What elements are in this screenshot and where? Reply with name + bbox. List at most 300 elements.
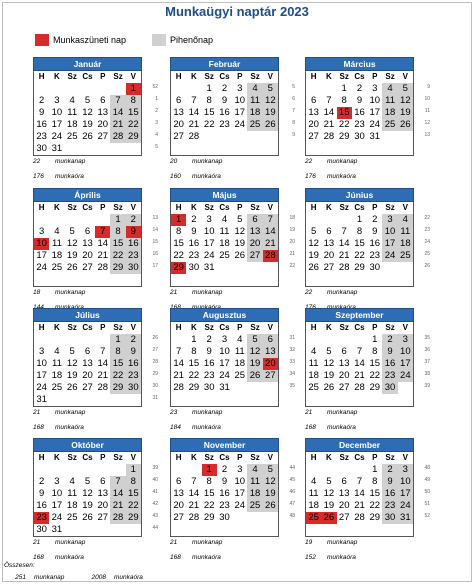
day-cell xyxy=(232,274,247,286)
day-cell: 7 xyxy=(175,346,182,357)
day-cell: 31 xyxy=(398,512,413,524)
day-cell: 17 xyxy=(369,107,381,118)
weekday-label: Sz xyxy=(385,72,395,81)
day-cell: 30 xyxy=(382,512,397,524)
hours-line xyxy=(305,550,357,565)
day-cell: 25 xyxy=(66,512,78,523)
week-row xyxy=(171,464,278,476)
weekday-label: Sz xyxy=(339,453,349,462)
day-cell: 2 xyxy=(38,95,45,106)
month-stats xyxy=(170,154,222,184)
hours-count: 168 xyxy=(33,424,44,431)
workdays-unit: munkanap xyxy=(55,409,86,416)
month-4 xyxy=(33,188,142,287)
day-cell: 13 xyxy=(263,346,278,358)
week-row xyxy=(34,488,141,500)
day-cell: 26 xyxy=(247,370,262,382)
week-number: 17 xyxy=(152,263,158,269)
day-cell xyxy=(171,464,186,476)
day-cell: 18 xyxy=(398,238,413,250)
day-cell: 25 xyxy=(398,250,413,262)
weekday-label: H xyxy=(310,72,317,81)
weekday-label: P xyxy=(100,323,106,332)
week-row xyxy=(171,238,278,250)
day-cell: 16 xyxy=(354,107,365,118)
month-name: Január xyxy=(33,57,142,71)
month-name: November xyxy=(170,438,279,452)
day-cell xyxy=(95,143,110,155)
weekday-label: P xyxy=(372,323,378,332)
weekday-label: P xyxy=(237,72,243,81)
day-cell: 28 xyxy=(263,250,278,262)
week-row xyxy=(34,262,141,274)
weekday-header xyxy=(34,452,141,464)
day-cell: 3 xyxy=(38,226,45,237)
day-cell: 3 xyxy=(372,83,378,94)
month-grid xyxy=(170,322,279,407)
day-cell: 1 xyxy=(126,464,141,476)
week-row xyxy=(171,382,278,394)
day-cell xyxy=(247,512,262,524)
day-cell: 20 xyxy=(263,358,278,370)
week-number: 51 xyxy=(424,501,430,507)
day-cell: 10 xyxy=(234,95,246,106)
hours-line xyxy=(170,420,222,435)
weekday-label: H xyxy=(38,453,45,462)
hours-count: 168 xyxy=(305,424,316,431)
day-cell: 9 xyxy=(221,95,228,106)
day-cell: 20 xyxy=(308,119,319,130)
day-cell: 6 xyxy=(341,346,347,357)
weekday-label: Cs xyxy=(219,453,230,462)
week-numbers xyxy=(416,332,430,392)
day-cell: 24 xyxy=(36,382,47,393)
holiday-swatch xyxy=(35,34,49,46)
day-cell: 8 xyxy=(110,346,125,358)
day-cell: 17 xyxy=(36,250,47,261)
day-cell: 24 xyxy=(234,119,246,130)
week-row xyxy=(34,214,141,226)
day-cell: 30 xyxy=(382,382,397,394)
weekday-label: H xyxy=(310,203,317,212)
weekday-label: V xyxy=(267,203,273,212)
weekday-label: V xyxy=(267,72,273,81)
day-cell: 1 xyxy=(372,464,378,475)
day-cell: 29 xyxy=(110,262,125,274)
day-cell: 1 xyxy=(341,83,347,94)
week-row xyxy=(306,476,413,488)
day-cell: 14 xyxy=(338,238,350,249)
weekday-label: V xyxy=(130,453,136,462)
week-number: 3 xyxy=(155,120,158,126)
day-cell: 11 xyxy=(67,107,78,118)
day-cell: 16 xyxy=(382,358,397,370)
day-cell: 31 xyxy=(36,394,47,405)
day-cell: 18 xyxy=(66,119,78,130)
day-cell: 17 xyxy=(398,488,413,500)
week-number: 42 xyxy=(152,501,158,507)
weekday-label: V xyxy=(130,72,136,81)
day-cell: 17 xyxy=(51,119,63,130)
day-cell xyxy=(232,131,247,143)
weekday-label: P xyxy=(100,203,106,212)
day-cell: 14 xyxy=(110,488,125,500)
week-number: 26 xyxy=(152,335,158,341)
day-cell: 25 xyxy=(51,382,63,393)
day-cell: 26 xyxy=(398,119,413,131)
week-number: 25 xyxy=(424,251,430,257)
day-cell: 12 xyxy=(234,226,246,237)
day-cell: 29 xyxy=(354,262,365,273)
week-row xyxy=(171,214,278,226)
day-cell xyxy=(80,214,95,226)
day-cell xyxy=(263,512,278,524)
day-cell: 4 xyxy=(221,214,228,225)
day-cell xyxy=(49,464,64,476)
week-number: 52 xyxy=(152,84,158,90)
day-cell: 8 xyxy=(356,226,363,237)
day-cell xyxy=(398,262,413,274)
day-cell: 22 xyxy=(354,250,365,261)
day-cell: 15 xyxy=(337,107,352,119)
weekday-label: Sz xyxy=(339,72,349,81)
day-cell: 31 xyxy=(203,262,215,273)
week-row xyxy=(306,488,413,500)
day-cell xyxy=(382,524,397,536)
day-cell: 10 xyxy=(51,488,63,499)
weekday-label: Cs xyxy=(219,72,230,81)
workdays-line xyxy=(170,405,222,420)
day-cell: 28 xyxy=(354,382,365,393)
day-cell: 20 xyxy=(247,238,262,250)
day-cell xyxy=(232,262,247,274)
month-stats xyxy=(170,535,222,565)
week-row xyxy=(171,476,278,488)
week-number: 44 xyxy=(152,525,158,531)
week-number: 18 xyxy=(289,215,295,221)
day-cell xyxy=(110,83,125,95)
day-cell: 14 xyxy=(173,358,184,369)
day-cell: 7 xyxy=(326,95,332,106)
day-cell: 31 xyxy=(219,382,230,393)
day-cell xyxy=(352,334,367,346)
day-cell: 4 xyxy=(398,214,413,226)
day-cell xyxy=(352,464,367,476)
month-name: Július xyxy=(33,308,142,322)
day-cell: 9 xyxy=(372,226,378,237)
month-name: Március xyxy=(305,57,414,71)
week-number: 16 xyxy=(152,251,158,257)
workdays-line xyxy=(170,285,222,300)
week-row xyxy=(171,119,278,131)
week-row xyxy=(306,346,413,358)
day-cell: 8 xyxy=(175,226,182,237)
weekday-label: H xyxy=(175,453,182,462)
day-cell: 15 xyxy=(188,358,200,369)
day-cell xyxy=(306,464,321,476)
day-cell: 31 xyxy=(369,131,381,142)
day-cell: 14 xyxy=(97,358,109,369)
month-grid xyxy=(33,322,142,407)
weekday-label: Sz xyxy=(67,323,77,332)
hours-count: 176 xyxy=(305,173,316,180)
day-cell: 24 xyxy=(382,250,397,262)
week-row xyxy=(306,83,413,95)
workdays-count: 22 xyxy=(305,289,313,296)
day-cell: 16 xyxy=(36,119,47,130)
weekday-label: K xyxy=(191,453,197,462)
day-cell xyxy=(367,524,382,536)
month-name: Augusztus xyxy=(170,308,279,322)
workdays-count: 21 xyxy=(33,539,41,546)
weekday-label: P xyxy=(237,453,243,462)
weekday-header xyxy=(306,71,413,83)
day-cell: 30 xyxy=(36,143,47,154)
day-cell: 4 xyxy=(54,226,60,237)
day-cell xyxy=(321,214,336,226)
weekday-label: Sz xyxy=(250,453,260,462)
week-number: 39 xyxy=(152,465,158,471)
day-cell: 2 xyxy=(372,214,378,225)
day-cell: 26 xyxy=(66,262,78,273)
day-cell: 11 xyxy=(398,226,413,238)
day-cell: 19 xyxy=(323,500,335,511)
month-name: December xyxy=(305,438,414,452)
day-cell: 1 xyxy=(110,214,125,226)
weekday-label: P xyxy=(372,203,378,212)
day-cell xyxy=(263,262,278,274)
week-number: 45 xyxy=(289,477,295,483)
week-number: 43 xyxy=(152,513,158,519)
day-cell: 10 xyxy=(398,476,413,488)
week-number: 36 xyxy=(424,347,430,353)
weekday-label: P xyxy=(100,72,106,81)
day-cell: 23 xyxy=(382,370,397,382)
day-cell: 4 xyxy=(69,476,75,487)
day-cell: 4 xyxy=(382,83,397,95)
day-cell: 15 xyxy=(369,358,381,369)
hours-count: 168 xyxy=(170,554,181,561)
week-number: 52 xyxy=(424,513,430,519)
day-cell: 16 xyxy=(126,238,141,250)
workdays-line xyxy=(170,535,222,550)
workdays-line xyxy=(33,405,85,420)
weekday-label: H xyxy=(38,203,45,212)
day-cell xyxy=(80,83,95,95)
day-cell xyxy=(126,143,141,155)
day-cell xyxy=(49,83,64,95)
workdays-line xyxy=(33,535,85,550)
weekday-label: Sz xyxy=(113,203,123,212)
day-cell: 28 xyxy=(110,131,125,143)
week-row xyxy=(34,131,141,143)
day-cell: 29 xyxy=(126,512,141,524)
weekday-label: V xyxy=(402,72,408,81)
day-cell: 30 xyxy=(188,262,200,273)
day-cell: 7 xyxy=(263,214,278,226)
day-cell: 6 xyxy=(100,476,106,487)
day-cell: 13 xyxy=(338,358,350,369)
day-cell: 2 xyxy=(356,83,363,94)
week-number: 26 xyxy=(424,263,430,269)
day-cell: 7 xyxy=(110,95,125,107)
day-cell xyxy=(367,274,382,286)
week-row xyxy=(306,95,413,107)
day-cell: 28 xyxy=(338,262,350,273)
week-numbers xyxy=(281,462,295,522)
weekday-header xyxy=(306,322,413,334)
week-row xyxy=(34,512,141,524)
weekday-label: Sz xyxy=(113,323,123,332)
week-numbers xyxy=(416,212,430,272)
day-cell: 17 xyxy=(36,370,47,381)
week-number: 31 xyxy=(152,395,158,401)
day-cell xyxy=(247,131,262,143)
day-cell xyxy=(49,334,64,346)
week-row xyxy=(34,370,141,382)
week-row xyxy=(171,346,278,358)
weekday-label: P xyxy=(237,203,243,212)
day-cell: 18 xyxy=(51,370,63,381)
day-cell: 17 xyxy=(398,358,413,370)
day-cell xyxy=(382,274,397,286)
day-cell: 10 xyxy=(382,226,397,238)
day-cell xyxy=(306,214,321,226)
day-cell: 3 xyxy=(221,334,228,345)
workdays-line xyxy=(305,535,357,550)
workdays-unit: munkanap xyxy=(192,539,223,546)
day-cell: 9 xyxy=(126,346,141,358)
day-cell: 5 xyxy=(310,226,317,237)
week-number: 5 xyxy=(155,144,158,150)
month-stats xyxy=(33,154,85,184)
weekday-label: Sz xyxy=(113,72,123,81)
day-cell: 2 xyxy=(38,476,45,487)
day-cell: 27 xyxy=(308,131,319,142)
day-cell xyxy=(367,394,382,406)
month-11 xyxy=(170,438,279,537)
day-cell: 17 xyxy=(51,500,63,511)
day-cell: 14 xyxy=(354,358,365,369)
week-row xyxy=(34,464,141,476)
weekday-label: Sz xyxy=(67,203,77,212)
day-cell xyxy=(171,334,186,346)
month-grid xyxy=(33,71,142,156)
week-number: 44 xyxy=(289,465,295,471)
day-cell: 8 xyxy=(126,476,141,488)
month-2 xyxy=(170,57,279,156)
workdays-unit: munkanap xyxy=(55,289,86,296)
workdays-count: 21 xyxy=(305,409,313,416)
weekday-header xyxy=(306,452,413,464)
day-cell: 15 xyxy=(173,238,184,249)
week-numbers xyxy=(281,212,295,272)
week-number: 19 xyxy=(289,227,295,233)
month-grid xyxy=(305,202,414,287)
week-row xyxy=(34,226,141,238)
day-cell: 26 xyxy=(323,382,335,393)
weekday-label: K xyxy=(191,72,197,81)
day-cell: 6 xyxy=(84,346,91,357)
hours-line xyxy=(305,420,357,435)
workdays-count: 20 xyxy=(170,158,178,165)
day-cell: 15 xyxy=(110,238,125,250)
workdays-count: 21 xyxy=(33,409,41,416)
day-cell: 24 xyxy=(203,250,215,261)
day-cell xyxy=(306,83,321,95)
day-cell: 25 xyxy=(234,370,246,381)
week-row xyxy=(34,382,141,394)
day-cell: 3 xyxy=(398,464,413,476)
day-cell: 20 xyxy=(338,370,350,381)
week-number: 33 xyxy=(289,359,295,365)
day-cell: 21 xyxy=(97,250,109,261)
day-cell: 17 xyxy=(234,107,246,118)
day-cell xyxy=(398,394,413,406)
day-cell: 18 xyxy=(247,488,262,500)
day-cell: 28 xyxy=(173,382,184,393)
week-row xyxy=(171,512,278,524)
week-numbers xyxy=(144,462,158,534)
day-cell: 23 xyxy=(126,250,141,262)
week-row xyxy=(306,107,413,119)
day-cell: 23 xyxy=(219,119,230,130)
day-cell xyxy=(110,274,125,286)
day-cell xyxy=(95,214,110,226)
day-cell: 12 xyxy=(82,488,93,499)
day-cell: 16 xyxy=(36,500,47,511)
workdays-unit: munkanap xyxy=(192,409,223,416)
day-cell xyxy=(263,274,278,286)
week-number: 7 xyxy=(292,108,295,114)
week-row xyxy=(306,382,413,394)
workdays-line xyxy=(170,154,222,169)
weekday-label: Cs xyxy=(82,323,93,332)
day-cell xyxy=(247,262,262,274)
day-cell xyxy=(263,382,278,394)
week-row xyxy=(306,119,413,131)
day-cell: 21 xyxy=(263,238,278,250)
month-name: Február xyxy=(170,57,279,71)
month-3 xyxy=(305,57,414,156)
day-cell: 22 xyxy=(369,500,381,511)
week-row xyxy=(171,95,278,107)
day-cell xyxy=(95,524,110,536)
day-cell: 10 xyxy=(34,238,49,250)
day-cell: 2 xyxy=(382,464,397,476)
month-7 xyxy=(33,308,142,407)
weekday-label: Sz xyxy=(250,203,260,212)
day-cell: 24 xyxy=(398,500,413,512)
day-cell: 27 xyxy=(338,512,350,523)
day-cell xyxy=(382,262,397,274)
day-cell: 10 xyxy=(36,358,47,369)
day-cell: 15 xyxy=(126,107,141,119)
day-cell: 4 xyxy=(310,346,317,357)
week-row xyxy=(171,262,278,274)
week-number: 49 xyxy=(424,477,430,483)
weekday-header xyxy=(171,322,278,334)
week-number: 12 xyxy=(424,120,430,126)
day-cell: 2 xyxy=(221,83,228,94)
weekday-header xyxy=(306,202,413,214)
day-cell: 20 xyxy=(173,500,184,511)
day-cell: 11 xyxy=(234,346,245,357)
weekday-header xyxy=(171,452,278,464)
day-cell: 14 xyxy=(188,107,200,118)
week-number: 22 xyxy=(424,215,430,221)
day-cell: 22 xyxy=(126,500,141,512)
